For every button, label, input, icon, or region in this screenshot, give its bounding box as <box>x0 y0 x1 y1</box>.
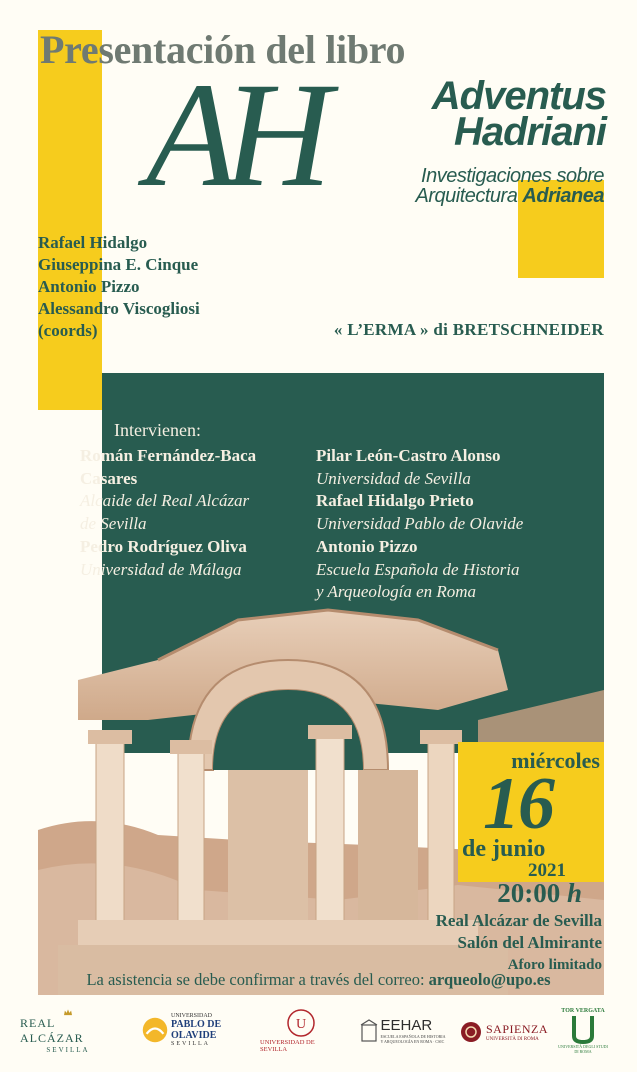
speaker-affiliation-cont: de Sevilla <box>80 514 147 534</box>
capacity-note: Aforo limitado <box>507 957 602 973</box>
book-subtitle-line2 <box>388 186 604 206</box>
speaker-name: Rafael Hidalgo Prieto <box>316 491 474 511</box>
logo-toptext: UNIVERSIDAD <box>171 1013 213 1019</box>
yellow-accent-bar <box>38 30 102 410</box>
speaker-affiliation: Escuela Española de Historia <box>316 559 520 579</box>
speaker-affiliation: Universidad Pablo de Olavide <box>316 514 524 534</box>
book-subtitle <box>388 166 604 206</box>
speaker-affiliation: Universidad de Sevilla <box>316 468 471 488</box>
event-weekday: miércoles <box>511 748 600 773</box>
logo-sapienza <box>458 1010 550 1054</box>
speaker-name: Pilar León-Castro Alonso <box>316 446 501 465</box>
sun-emblem-icon <box>142 1013 168 1047</box>
tor-vergata-emblem-icon <box>568 1014 598 1044</box>
venue-line2: Salón del Almirante <box>457 933 602 952</box>
rsvp-email-link[interactable]: arqueolo@upo.es <box>428 970 551 989</box>
author: Alessandro Viscogliosi <box>38 299 200 318</box>
logo-text: EEHAR <box>380 1017 433 1034</box>
speaker-affiliation-cont: y Arqueología en Roma <box>316 582 477 602</box>
author: Giuseppina E. Cinque <box>38 255 199 274</box>
logo-subtext: ESCUELA ESPAÑOLA DE HISTORIA Y ARQUEOLOGÍA EN ROMA · CSIC <box>380 1034 446 1044</box>
event-year: 2021 <box>528 860 566 881</box>
speaker-name-cont: Casares <box>80 468 138 488</box>
book-title <box>428 74 606 154</box>
book-title-line1: Adventus <box>431 74 606 118</box>
book-title-line2: Hadriani <box>453 110 606 154</box>
speakers-column-right <box>316 445 592 604</box>
sponsor-logos <box>20 1002 620 1062</box>
event-time-value: 20:00 <box>497 878 561 908</box>
logo-text: SAPIENZA <box>485 1022 548 1036</box>
speakers-column-left <box>80 445 302 581</box>
event-time-unit: h <box>566 878 582 908</box>
logo-subtext: UNIVERSITÀ DEGLI STUDI DI ROMA <box>558 1044 608 1054</box>
logo-text: TOR VERGATA <box>561 1008 605 1014</box>
author: Rafael Hidalgo <box>38 233 148 252</box>
logo-subtext: SEVILLA <box>46 1046 90 1054</box>
speaker-name: Antonio Pizzo <box>316 536 418 556</box>
event-time <box>462 878 582 909</box>
rsvp-text: La asistencia se debe confirmar a través del correo: <box>86 970 425 989</box>
event-venue <box>340 910 602 976</box>
venue-line1: Real Alcázar de Sevilla <box>435 911 602 930</box>
speaker-affiliation: Universidad de Málaga <box>80 559 242 579</box>
crown-icon <box>57 1008 79 1016</box>
event-month: de junio <box>462 836 546 862</box>
logo-real-alcazar <box>20 1008 116 1054</box>
svg-text:U: U <box>295 1017 307 1032</box>
logo-tor-vergata <box>548 1004 618 1058</box>
speaker-affiliation: Alcaide del Real Alcázar <box>80 491 250 511</box>
logo-universidad-sevilla <box>260 1006 342 1056</box>
author: Antonio Pizzo <box>38 277 140 296</box>
logo-pablo-de-olavide <box>142 1004 246 1056</box>
logo-text: PABLO DE OLAVIDE <box>171 1019 222 1041</box>
speaker-name: Pedro Rodríguez Oliva <box>80 536 247 556</box>
author-role: (coords) <box>38 321 98 340</box>
sapienza-seal-icon <box>460 1021 482 1043</box>
book-subtitle-line2b: Adrianea <box>522 185 604 207</box>
seal-icon <box>287 1009 315 1039</box>
page-title: Presentación del libro <box>40 27 406 72</box>
book-monogram: AH <box>146 52 318 218</box>
publisher: « L’ERMA » di BRETSCHNEIDER <box>333 320 604 339</box>
authors-list <box>38 232 200 342</box>
book-subtitle-line2a: Arquitectura <box>415 185 518 207</box>
logo-eehar <box>358 1008 450 1054</box>
logo-text: UNIVERSIDAD DE SEVILLA <box>260 1039 315 1053</box>
building-icon <box>360 1019 378 1043</box>
rsvp-note <box>0 970 637 990</box>
speakers-label: Intervienen: <box>114 420 201 440</box>
speaker-name: Román Fernández-Baca <box>80 446 257 465</box>
logo-subtext: UNIVERSITÀ DI ROMA <box>485 1037 539 1042</box>
event-day: 16 <box>483 763 553 845</box>
book-subtitle-line1: Investigaciones sobre <box>421 165 604 187</box>
logo-subtext: SEVILLA <box>171 1041 211 1047</box>
logo-text: REAL ALCÁZAR <box>20 1016 84 1045</box>
